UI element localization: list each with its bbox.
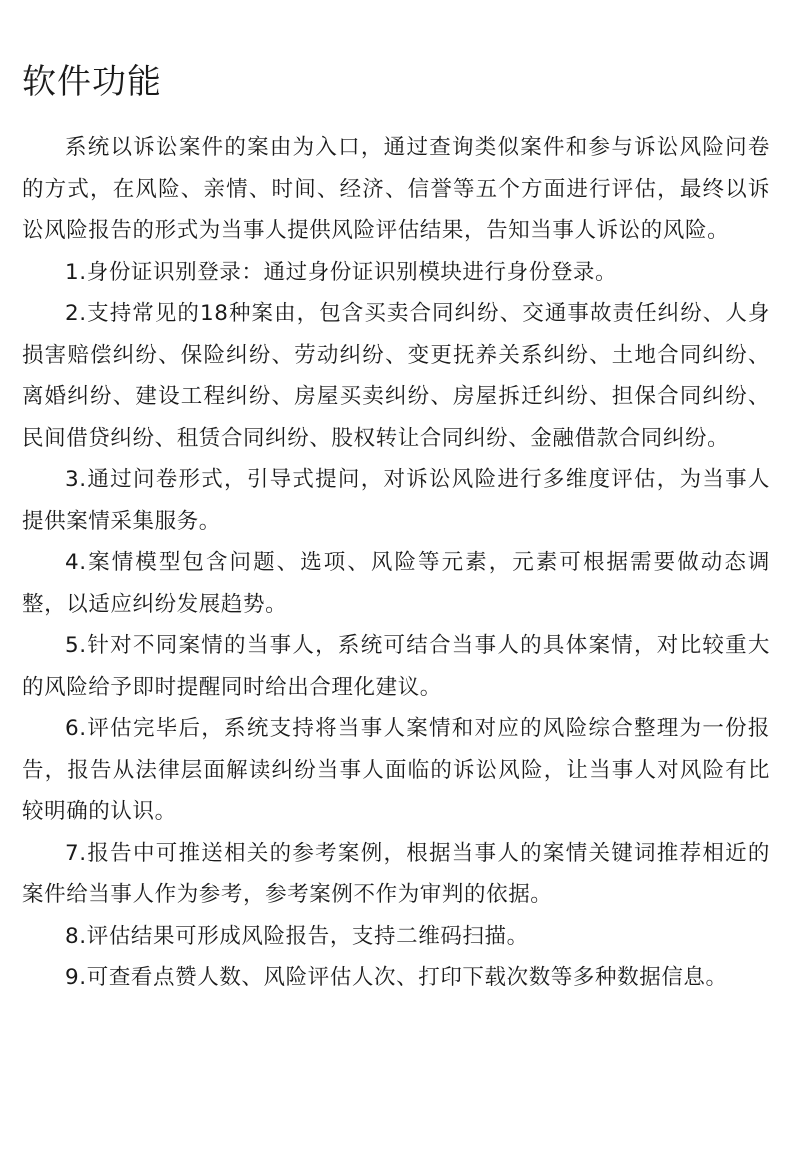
- feature-description: [22, 127, 770, 999]
- feature-item-3: 3.通过问卷形式，引导式提问，对诉讼风险进行多维度评估，为当事人提供案情采集服务。: [22, 467, 770, 534]
- feature-item-9: 9.可查看点赞人数、风险评估人次、打印下载次数等多种数据信息。: [65, 965, 728, 990]
- intro-paragraph: 系统以诉讼案件的案由为入口，通过查询类似案件和参与诉讼风险问卷的方式，在风险、亲情、时间、经济、信誉等五个方面进行评估，最终以诉讼风险报告的形式为当事人提供风险评估结果，告知当事人诉讼的风险。: [22, 135, 770, 243]
- feature-item-2: 2.支持常见的18种案由，包含买卖合同纠纷、交通事故责任纠纷、人身损害赔偿纠纷、保险纠纷、劳动纠纷、变更抚养关系纠纷、土地合同纠纷、离婚纠纷、建设工程纠纷、房屋买卖纠纷、房屋拆迁纠纷、担保合同纠纷、民间借贷纠纷、租赁合同纠纷、股权转让合同纠纷、金融借款合同纠纷。: [22, 301, 770, 451]
- feature-item-7: 7.报告中可推送相关的参考案例，根据当事人的案情关键词推荐相近的案件给当事人作为参考，参考案例不作为审判的依据。: [22, 840, 770, 907]
- feature-item-8: 8.评估结果可形成风险报告，支持二维码扫描。: [65, 923, 529, 949]
- section-title: 软件功能: [22, 62, 162, 102]
- feature-item-1: 1.身份证识别登录：通过身份证识别模块进行身份登录。: [65, 259, 618, 285]
- feature-item-5: 5.针对不同案情的当事人，系统可结合当事人的具体案情，对比较重大的风险给予即时提醒同时给出合理化建议。: [22, 633, 770, 700]
- feature-item-6: 6.评估完毕后，系统支持将当事人案情和对应的风险综合整理为一份报告，报告从法律层面解读纠纷当事人面临的诉讼风险，让当事人对风险有比较明确的认识。: [22, 716, 770, 824]
- feature-item-4: 4.案情模型包含问题、选项、风险等元素，元素可根据需要做动态调整，以适应纠纷发展趋势。: [22, 550, 770, 617]
